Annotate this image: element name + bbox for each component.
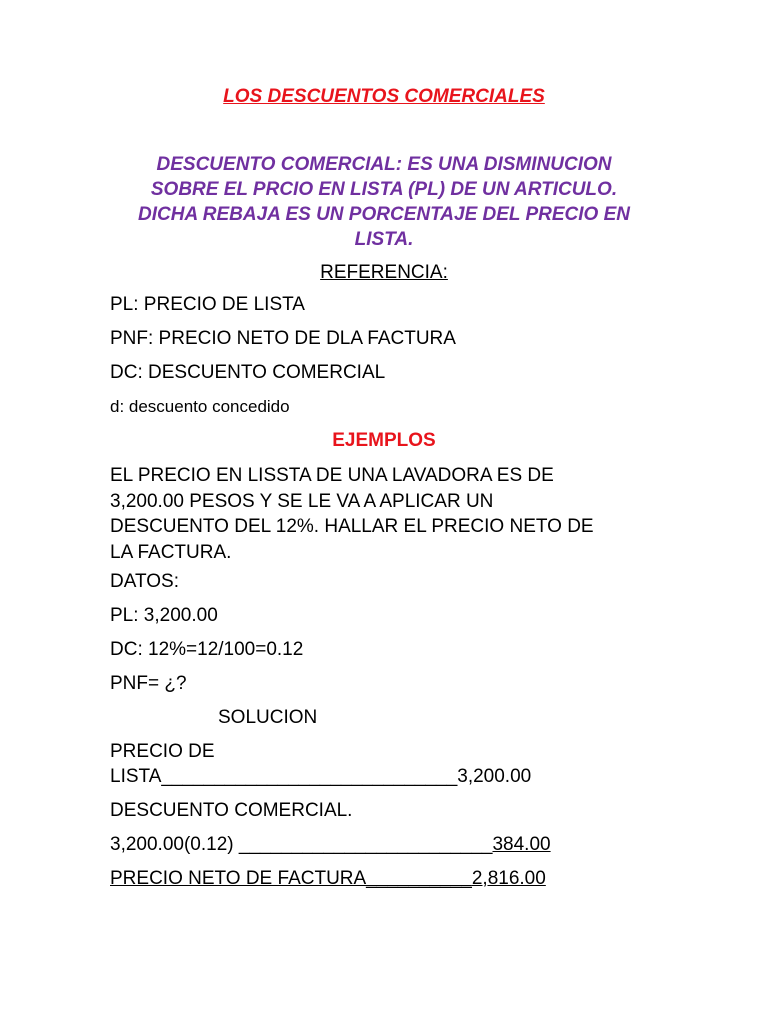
neto-row xyxy=(110,868,546,890)
descuento-label: DESCUENTO COMERCIAL. xyxy=(110,800,353,821)
descuento-calc: 3,200.00(0.12) ________________________ xyxy=(110,834,493,855)
referencia-heading: REFERENCIA: xyxy=(320,262,448,283)
ref-pnf: PNF: PRECIO NETO DE DLA FACTURA xyxy=(110,328,456,349)
precio-lista-label-line: LISTA____________________________ xyxy=(110,766,458,787)
problem-line: DESCUENTO DEL 12%. HALLAR EL PRECIO NETO DE xyxy=(110,516,594,537)
ref-dc: DC: DESCUENTO COMERCIAL xyxy=(110,362,386,383)
ref-d: d: descuento concedido xyxy=(110,397,290,416)
solucion-heading: SOLUCION xyxy=(218,707,318,728)
datos-pl: PL: 3,200.00 xyxy=(110,605,218,626)
problem-statement xyxy=(110,463,670,565)
document-title: LOS DESCUENTOS COMERCIALES xyxy=(223,86,545,107)
datos-heading: DATOS: xyxy=(110,571,179,592)
neto-value: 2,816.00 xyxy=(471,868,546,889)
ejemplos-heading: EJEMPLOS xyxy=(332,430,436,451)
intro-line: DICHA REBAJA ES UN PORCENTAJE DEL PRECIO EN xyxy=(138,204,630,225)
problem-line: 3,200.00 PESOS Y SE LE VA A APLICAR UN xyxy=(110,490,494,512)
intro-line: LISTA. xyxy=(354,229,414,250)
datos-pnf: PNF= ¿? xyxy=(110,673,187,694)
neto-label: PRECIO NETO DE FACTURA__________ xyxy=(110,868,472,889)
ref-pl: PL: PRECIO DE LISTA xyxy=(110,294,305,315)
problem-line: EL PRECIO EN LISSTA DE UNA LAVADORA ES DE xyxy=(110,465,554,486)
descuento-value: 384.00 xyxy=(492,834,551,855)
intro-line: DESCUENTO COMERCIAL: ES UNA DISMINUCION xyxy=(156,154,612,175)
intro-line: SOBRE EL PRCIO EN LISTA (PL) DE UN ARTICULO. xyxy=(150,179,618,200)
intro-definition xyxy=(120,152,648,252)
descuento-row xyxy=(110,834,551,856)
precio-lista-row xyxy=(110,766,531,788)
datos-dc: DC: 12%=12/100=0.12 xyxy=(110,639,304,660)
problem-line: LA FACTURA. xyxy=(110,541,232,563)
precio-lista-label: PRECIO DE xyxy=(110,741,215,762)
precio-lista-value: 3,200.00 xyxy=(457,766,532,787)
